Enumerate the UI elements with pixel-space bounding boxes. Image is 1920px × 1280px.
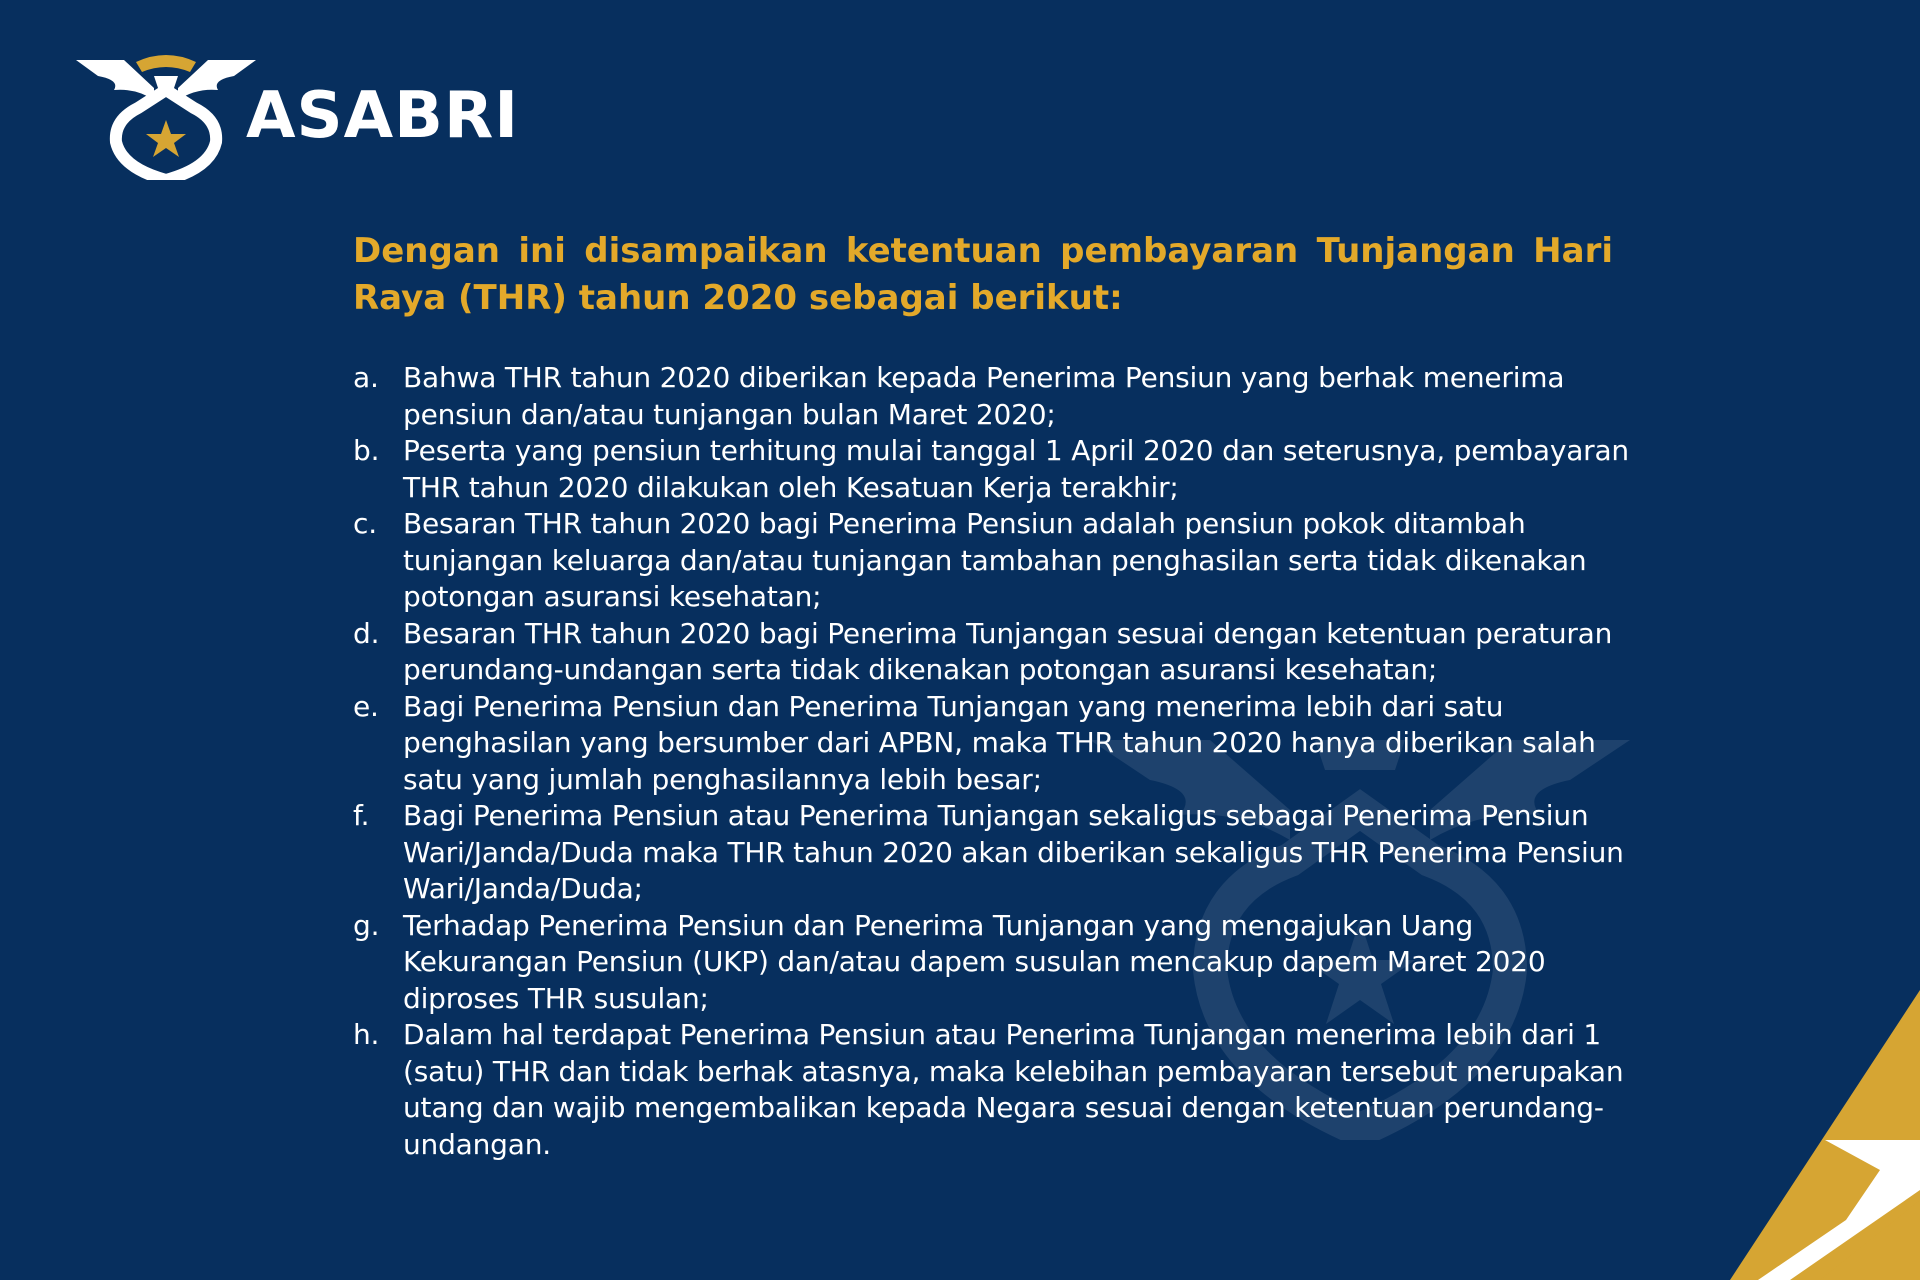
list-marker: c. — [353, 507, 377, 540]
list-item-h — [353, 1017, 1643, 1163]
list-item-text: Bagi Penerima Pensiun dan Penerima Tunjangan yang menerima lebih dari satu penghasilan yang bersumber dari APBN, maka THR tahun 2020 hanya diberikan salah satu yang jumlah penghasilannya lebih besar; — [403, 689, 1596, 796]
list-item-b — [353, 433, 1643, 506]
list-item-a — [353, 360, 1643, 433]
corner-accent — [1660, 950, 1920, 1280]
list-marker: e. — [353, 689, 379, 723]
list-item-d — [353, 616, 1643, 689]
list-marker: d. — [353, 616, 380, 650]
list-item-text: Terhadap Penerima Pensiun dan Penerima Tunjangan yang mengajukan Uang Kekurangan Pensiun (UKP) dan/atau dapem susulan mencakup dapem Maret 2020 diproses THR susulan; — [403, 908, 1546, 1015]
logo-wordmark: ASABRI — [246, 79, 520, 153]
list-item-text: Peserta yang pensiun terhitung mulai tanggal 1 April 2020 dan seterusnya, pembayaran THR tahun 2020 dilakukan oleh Kesatuan Kerja terakhir; — [403, 434, 1629, 504]
list-marker: f. — [353, 799, 370, 832]
list-marker: b. — [353, 434, 380, 467]
list-item-f — [353, 798, 1643, 908]
list-item-text: Bagi Penerima Pensiun atau Penerima Tunjangan sekaligus sebagai Penerima Pensiun Wari/Janda/Duda maka THR tahun 2020 akan diberikan sekaligus THR Penerima Pensiun Wari/Janda/Duda; — [403, 799, 1624, 905]
eagle-shield-icon — [76, 50, 256, 180]
list-marker: g. — [353, 908, 380, 942]
list-item-text: Dalam hal terdapat Penerima Pensiun atau Penerima Tunjangan menerima lebih dari 1 (satu) THR dan tidak berhak atasnya, maka kelebihan pembayaran tersebut merupakan utang dan wajib mengembalikan kepada Negara sesuai dengan ketentuan perundang-undangan. — [403, 1018, 1624, 1161]
list-item-c — [353, 506, 1643, 616]
asabri-logo — [76, 50, 520, 180]
list-item-text: Besaran THR tahun 2020 bagi Penerima Pensiun adalah pensiun pokok ditambah tunjangan keluarga dan/atau tunjangan tambahan penghasilan serta tidak dikenakan potongan asuransi kesehatan; — [403, 507, 1587, 613]
provisions-list — [353, 360, 1643, 1163]
list-marker: a. — [353, 361, 379, 394]
list-marker: h. — [353, 1018, 380, 1051]
list-item-text: Besaran THR tahun 2020 bagi Penerima Tunjangan sesuai dengan ketentuan peraturan perundang-undangan serta tidak dikenakan potongan asuransi kesehatan; — [403, 616, 1613, 686]
list-item-e — [353, 689, 1643, 799]
page-heading: Dengan ini disampaikan ketentuan pembayaran Tunjangan Hari Raya (THR) tahun 2020 sebagai berikut: — [353, 231, 1613, 318]
list-item-text: Bahwa THR tahun 2020 diberikan kepada Penerima Pensiun yang berhak menerima pensiun dan/atau tunjangan bulan Maret 2020; — [403, 361, 1565, 431]
list-item-g — [353, 908, 1643, 1018]
